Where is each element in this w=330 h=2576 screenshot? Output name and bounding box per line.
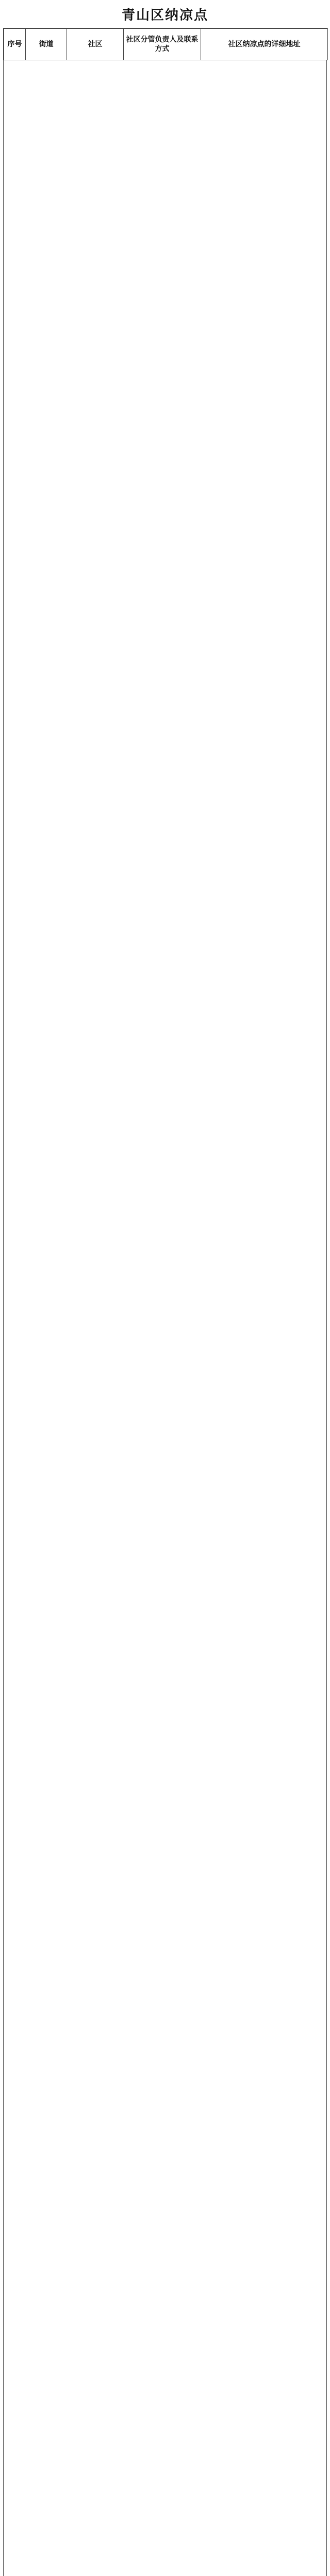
cooling-point-table xyxy=(4,28,328,60)
header-contact: 社区分管负责人及联系方式 xyxy=(124,29,201,60)
header-address: 社区纳凉点的详细地址 xyxy=(201,29,328,60)
header-no: 序号 xyxy=(4,29,26,60)
cooling-point-table-sheet xyxy=(3,28,327,2576)
page-title: 青山区纳凉点 xyxy=(121,7,208,23)
header-street: 街道 xyxy=(26,29,67,60)
table-header-row xyxy=(4,29,328,60)
header-community: 社区 xyxy=(67,29,124,60)
